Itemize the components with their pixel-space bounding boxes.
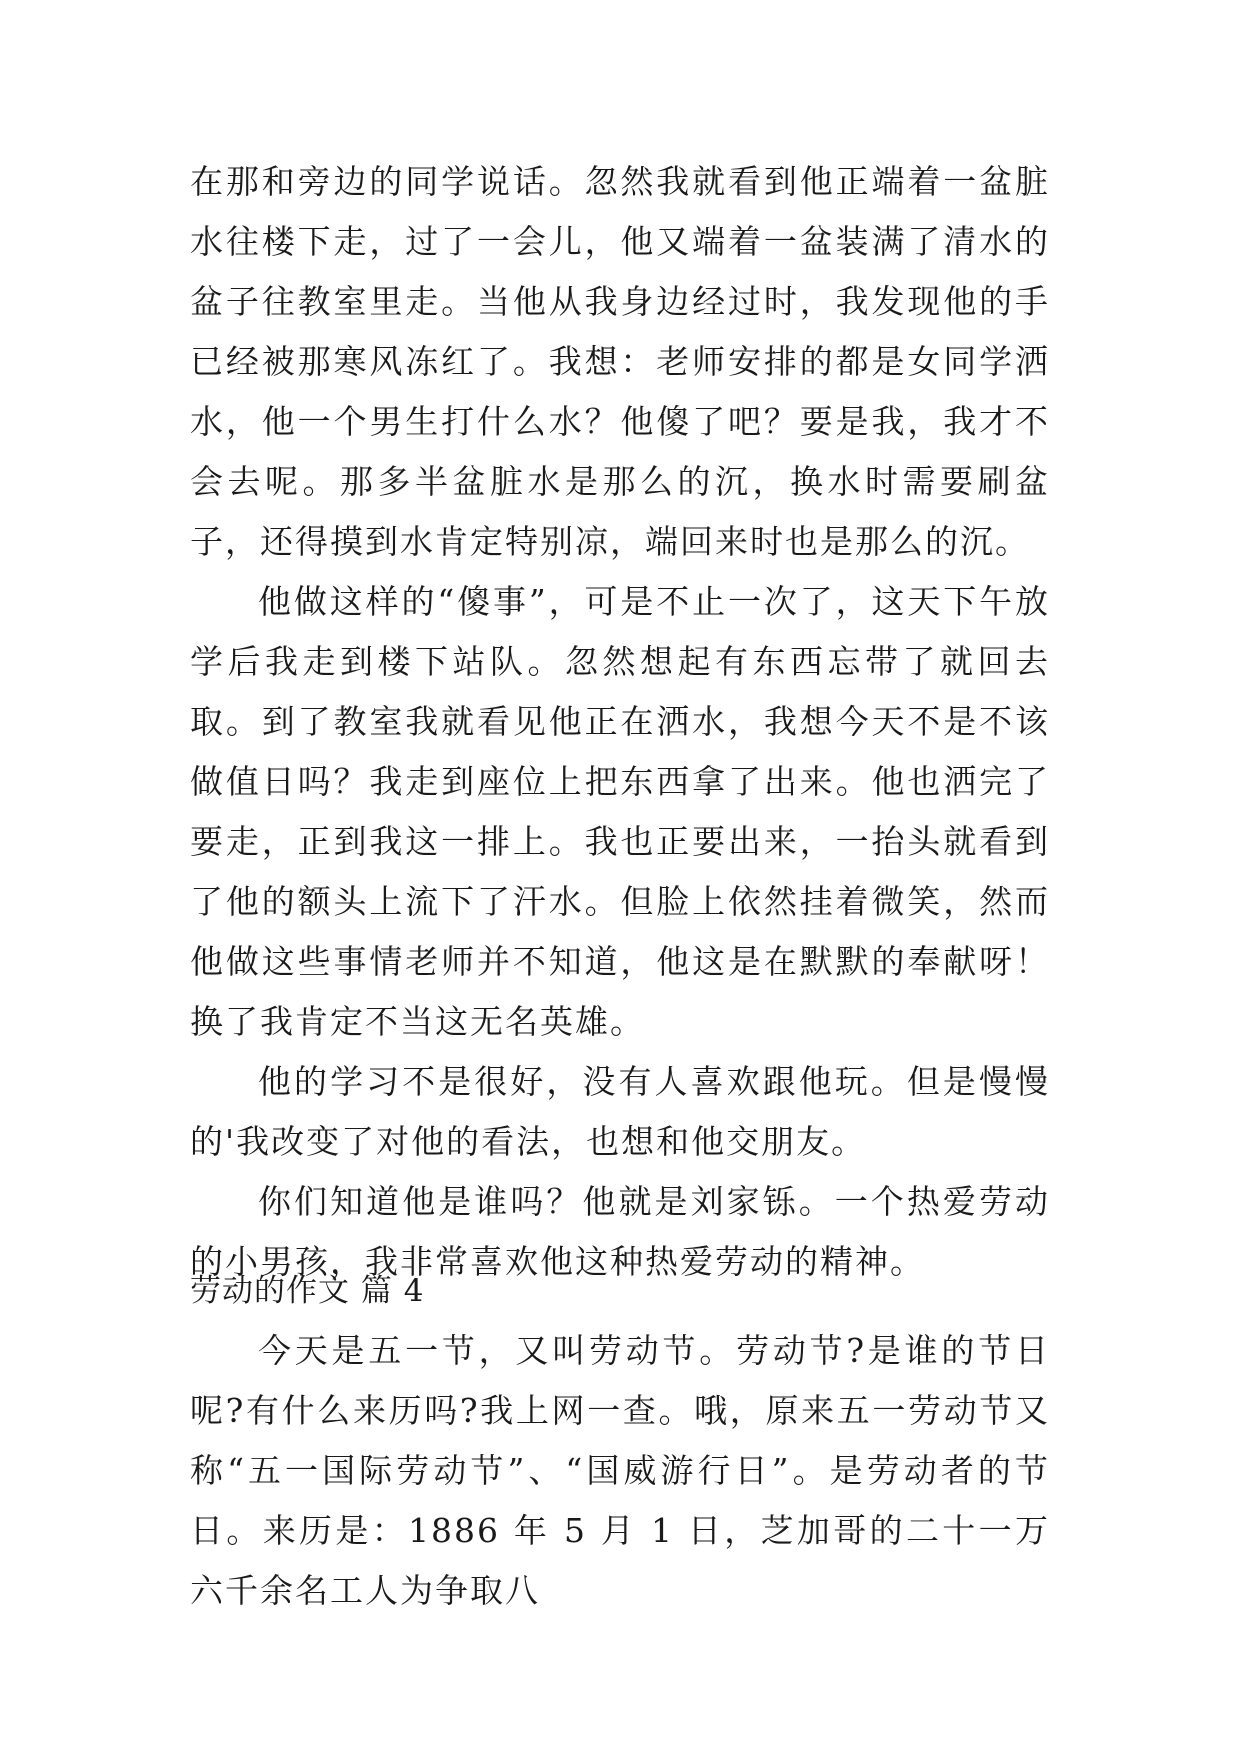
paragraph-silly-deeds: 他做这样的“傻事”，可是不止一次了，这天下午放学后我走到楼下站队。忽然想起有东西忘带了就回去取。到了教室我就看见他正在洒水，我想今天不是不该做值日吗？我走到座位上把东西拿了出来。他也洒完了要走，正到我这一排上。我也正要出来，一抬头就看到了他的额头上流下了汗水。但脸上依然挂着微笑，然而他做这些事情老师并不知道，他这是在默默的奉献呀！换了我肯定不当这无名英雄。 (190, 582, 1050, 1041)
paragraph-continuation: 在那和旁边的同学说话。忽然我就看到他正端着一盆脏水往楼下走，过了一会儿，他又端着一盆装满了清水的盆子往教室里走。当他从我身边经过时，我发现他的手已经被那寒风冻红了。我想：老师安排的都是女同学洒水，他一个男生打什么水？他傻了吧？要是我，我才不会去呢。那多半盆脏水是那么的沉，换水时需要刷盆子，还得摸到水肯定特别凉，端回来时也是那么的沉。 (190, 162, 1050, 561)
essay-body-previous (190, 152, 1050, 1292)
paragraph-changed-view: 他的学习不是很好，没有人喜欢跟他玩。但是慢慢的'我改变了对他的看法，也想和他交朋友。 (190, 1062, 1050, 1161)
essay-heading: 劳动的作文 篇 4 (190, 1273, 425, 1309)
paragraph-conclusion: 你们知道他是谁吗？他就是刘家铄。一个热爱劳动的小男孩，我非常喜欢他这种热爱劳动的精神。 (190, 1182, 1050, 1281)
essay-section-4 (190, 1261, 1050, 1621)
paragraph-labor-day: 今天是五一节，又叫劳动节。劳动节?是谁的节日呢?有什么来历吗?我上网一查。哦，原来五一劳动节又称“五一国际劳动节”、“国威游行日”。是劳动者的节日。来历是：1886 年 5 月 1 日，芝加哥的二十一万六千余名工人为争取八 (190, 1331, 1050, 1610)
